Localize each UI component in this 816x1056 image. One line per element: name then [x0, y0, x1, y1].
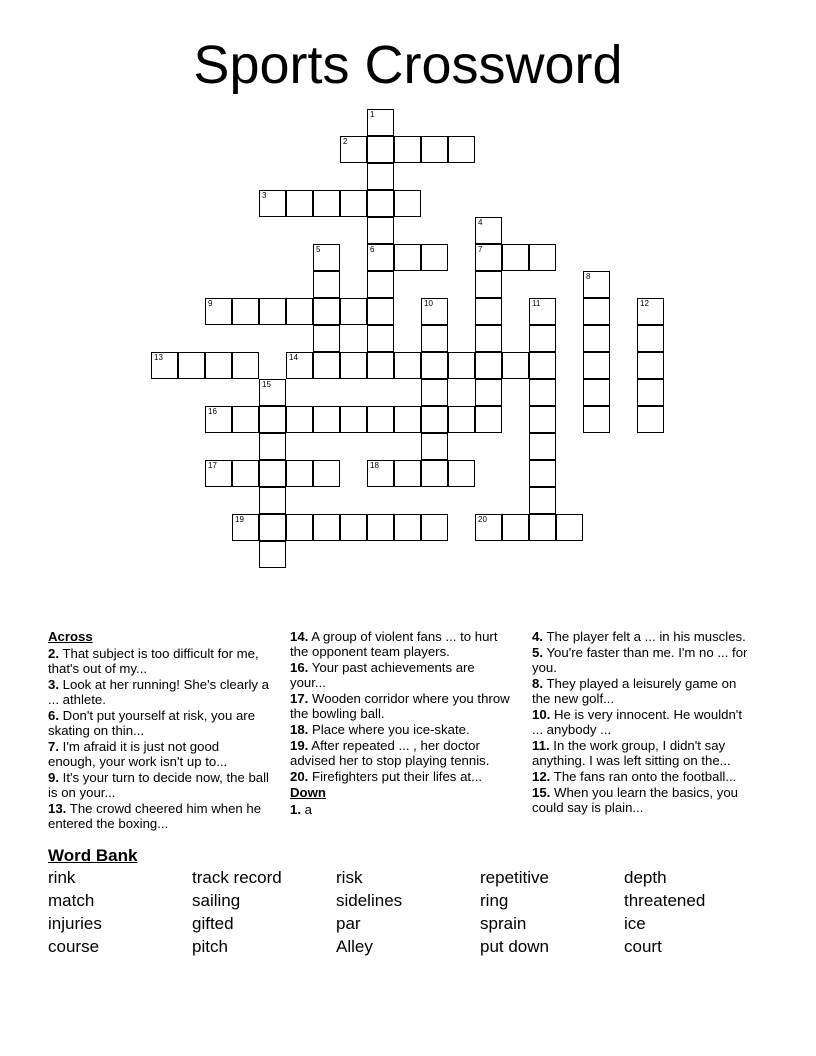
clues-column-3 — [532, 629, 754, 816]
clue-across-18: 18. Place where you ice-skate. — [290, 722, 470, 737]
grid-cell[interactable] — [367, 217, 394, 244]
grid-cell[interactable] — [637, 325, 664, 352]
grid-cell[interactable] — [448, 460, 475, 487]
grid-cell[interactable] — [502, 514, 529, 541]
grid-cell[interactable] — [529, 406, 556, 433]
word-bank-item: ice — [624, 914, 646, 933]
grid-cell[interactable] — [421, 325, 448, 352]
grid-cell[interactable] — [475, 298, 502, 325]
grid-cell[interactable] — [394, 136, 421, 163]
clue-number-16: 16 — [208, 407, 217, 416]
clue-number-7: 7 — [478, 245, 483, 254]
grid-cell[interactable] — [367, 190, 394, 217]
clue-number-4: 4 — [478, 218, 483, 227]
grid-cell[interactable] — [475, 325, 502, 352]
word-bank-item: match — [48, 891, 95, 910]
grid-cell[interactable] — [421, 433, 448, 460]
grid-cell[interactable] — [394, 514, 421, 541]
across-header: Across — [48, 629, 93, 644]
grid-cell[interactable] — [421, 460, 448, 487]
grid-cell[interactable] — [340, 352, 367, 379]
clue-across-17: 17. Wooden corridor where you throw the bowling ball. — [290, 691, 510, 721]
page-title: Sports Crossword — [193, 35, 623, 95]
grid-cell[interactable] — [421, 379, 448, 406]
grid-cell[interactable] — [259, 487, 286, 514]
word-bank-item: gifted — [192, 914, 234, 933]
grid-cell[interactable] — [259, 460, 286, 487]
grid-cell[interactable] — [529, 460, 556, 487]
clue-number-17: 17 — [208, 461, 217, 470]
grid-cell[interactable] — [394, 244, 421, 271]
clue-number-13: 13 — [154, 353, 163, 362]
grid-cell[interactable] — [448, 136, 475, 163]
grid-cell[interactable] — [583, 325, 610, 352]
clue-down-12: 12. The fans ran onto the football... — [532, 769, 737, 784]
grid-cell[interactable] — [313, 190, 340, 217]
word-bank-item: injuries — [48, 914, 102, 933]
grid-cell[interactable] — [448, 352, 475, 379]
clue-across-3: 3. Look at her running! She's clearly a ... athlete. — [48, 677, 269, 707]
grid-cell[interactable] — [367, 298, 394, 325]
grid-cell[interactable] — [367, 136, 394, 163]
grid-cell[interactable] — [421, 352, 448, 379]
grid-cell[interactable] — [313, 298, 340, 325]
clue-number-5: 5 — [316, 245, 321, 254]
grid-cell[interactable] — [394, 352, 421, 379]
word-bank-item: par — [336, 914, 361, 933]
clue-number-6: 6 — [370, 245, 375, 254]
grid-cell[interactable] — [529, 325, 556, 352]
grid-cell[interactable] — [637, 352, 664, 379]
clue-down-15: 15. When you learn the basics, you could say is plain... — [532, 785, 739, 815]
clue-across-16: 16. Your past achievements are your... — [290, 660, 475, 690]
clue-down-4: 4. The player felt a ... in his muscles. — [532, 629, 746, 644]
clue-down-5: 5. You're faster than me. I'm no ... for you. — [532, 645, 748, 675]
grid-cell[interactable] — [367, 406, 394, 433]
word-bank-item: course — [48, 937, 100, 956]
clue-across-14: 14. A group of violent fans ... to hurt the opponent team players. — [290, 629, 498, 659]
grid-cell[interactable] — [394, 190, 421, 217]
clue-across-7: 7. I'm afraid it is just not good enough, your work isn't up to... — [48, 739, 228, 769]
grid-cell[interactable] — [259, 433, 286, 460]
clue-across-2: 2. That subject is too difficult for me, that's out of my... — [48, 646, 259, 676]
grid-cell[interactable] — [421, 406, 448, 433]
grid-cell[interactable] — [313, 325, 340, 352]
grid-cell[interactable] — [286, 298, 313, 325]
grid-cell[interactable] — [448, 406, 475, 433]
word-bank-item: sailing — [192, 891, 241, 910]
clue-number-20: 20 — [478, 515, 487, 524]
clue-across-20: 20. Firefighters put their lifes at... — [290, 769, 483, 784]
clues-column-2 — [290, 629, 512, 818]
word-bank-item: sprain — [480, 914, 527, 933]
word-bank-item: Alley — [336, 937, 373, 956]
clue-number-18: 18 — [370, 461, 379, 470]
grid-cell[interactable] — [313, 271, 340, 298]
grid-cell[interactable] — [583, 379, 610, 406]
grid-cell[interactable] — [583, 298, 610, 325]
grid-cell[interactable] — [367, 352, 394, 379]
grid-cell[interactable] — [313, 514, 340, 541]
clue-down-8: 8. They played a leisurely game on the new golf... — [532, 676, 737, 706]
clue-across-13: 13. The crowd cheered him when he entered the boxing... — [48, 801, 262, 831]
word-bank-item: ring — [480, 891, 509, 910]
clue-number-19: 19 — [235, 515, 244, 524]
word-bank-item: threatened — [624, 891, 706, 910]
grid-cell[interactable] — [475, 271, 502, 298]
grid-cell[interactable] — [340, 514, 367, 541]
grid-cell[interactable] — [475, 406, 502, 433]
word-bank-item: court — [624, 937, 662, 956]
grid-cell[interactable] — [232, 352, 259, 379]
grid-cell[interactable] — [259, 406, 286, 433]
clues-column-1 — [48, 629, 270, 832]
word-bank-item: repetitive — [480, 868, 549, 887]
grid-cell[interactable] — [232, 406, 259, 433]
clue-down-10: 10. He is very innocent. He wouldn't ... anybody ... — [532, 707, 742, 737]
word-bank-item: risk — [336, 868, 363, 887]
grid-cell[interactable] — [421, 136, 448, 163]
grid-cell[interactable] — [286, 460, 313, 487]
grid-cell[interactable] — [394, 406, 421, 433]
clue-number-9: 9 — [208, 299, 213, 308]
word-bank-item: put down — [480, 937, 549, 956]
clue-number-3: 3 — [262, 191, 267, 200]
grid-cell[interactable] — [313, 406, 340, 433]
grid-cell[interactable] — [421, 244, 448, 271]
word-bank-item: depth — [624, 868, 667, 887]
grid-cell[interactable] — [529, 352, 556, 379]
down-header: Down — [290, 785, 326, 800]
grid-cell[interactable] — [475, 352, 502, 379]
grid-cell[interactable] — [475, 379, 502, 406]
grid-cell[interactable] — [529, 379, 556, 406]
clue-number-10: 10 — [424, 299, 433, 308]
clue-number-12: 12 — [640, 299, 649, 308]
grid-cell[interactable] — [556, 514, 583, 541]
grid-cell[interactable] — [259, 298, 286, 325]
clue-down-11: 11. In the work group, I didn't say anything. I was left sitting on the... — [532, 738, 731, 768]
grid-cell[interactable] — [367, 325, 394, 352]
grid-cell[interactable] — [340, 406, 367, 433]
grid-cell[interactable] — [637, 379, 664, 406]
grid-cell[interactable] — [502, 352, 529, 379]
clue-across-9: 9. It's your turn to decide now, the ball is on your... — [48, 770, 269, 800]
grid-cell[interactable] — [232, 460, 259, 487]
grid-cell[interactable] — [583, 406, 610, 433]
clue-across-6: 6. Don't put yourself at risk, you are skating on thin... — [48, 708, 256, 738]
grid-cell[interactable] — [394, 460, 421, 487]
clue-number-8: 8 — [586, 272, 591, 281]
grid-cell[interactable] — [205, 352, 232, 379]
grid-cell[interactable] — [178, 352, 205, 379]
clue-number-2: 2 — [343, 137, 348, 146]
grid-cell[interactable] — [367, 271, 394, 298]
grid-cell[interactable] — [259, 514, 286, 541]
grid-cell[interactable] — [340, 298, 367, 325]
clue-across-19: 19. After repeated ... , her doctor advised her to stop playing tennis. — [290, 738, 490, 768]
clue-number-14: 14 — [289, 353, 298, 362]
grid-cell[interactable] — [340, 190, 367, 217]
word-bank-item: rink — [48, 868, 76, 887]
grid-cell[interactable] — [502, 244, 529, 271]
grid-cell[interactable] — [313, 460, 340, 487]
word-bank-item: sidelines — [336, 891, 403, 910]
clue-number-11: 11 — [532, 299, 541, 308]
grid-cell[interactable] — [286, 190, 313, 217]
word-bank-title: Word Bank — [48, 846, 138, 865]
clue-number-15: 15 — [262, 380, 271, 389]
grid-cell[interactable] — [286, 514, 313, 541]
clue-number-1: 1 — [370, 110, 375, 119]
grid-cell[interactable] — [259, 541, 286, 568]
word-bank-item: track record — [192, 868, 282, 887]
grid-cell[interactable] — [529, 244, 556, 271]
grid-cell[interactable] — [529, 433, 556, 460]
grid-cell[interactable] — [583, 352, 610, 379]
grid-cell[interactable] — [529, 514, 556, 541]
grid-cell[interactable] — [286, 406, 313, 433]
grid-cell[interactable] — [232, 298, 259, 325]
grid-cell[interactable] — [313, 352, 340, 379]
grid-cell[interactable] — [529, 487, 556, 514]
grid-cell[interactable] — [367, 163, 394, 190]
grid-cell[interactable] — [421, 514, 448, 541]
grid-cell[interactable] — [637, 406, 664, 433]
word-bank-item: pitch — [192, 937, 228, 956]
grid-cell[interactable] — [367, 514, 394, 541]
clue-down-1: 1. a — [290, 802, 313, 817]
